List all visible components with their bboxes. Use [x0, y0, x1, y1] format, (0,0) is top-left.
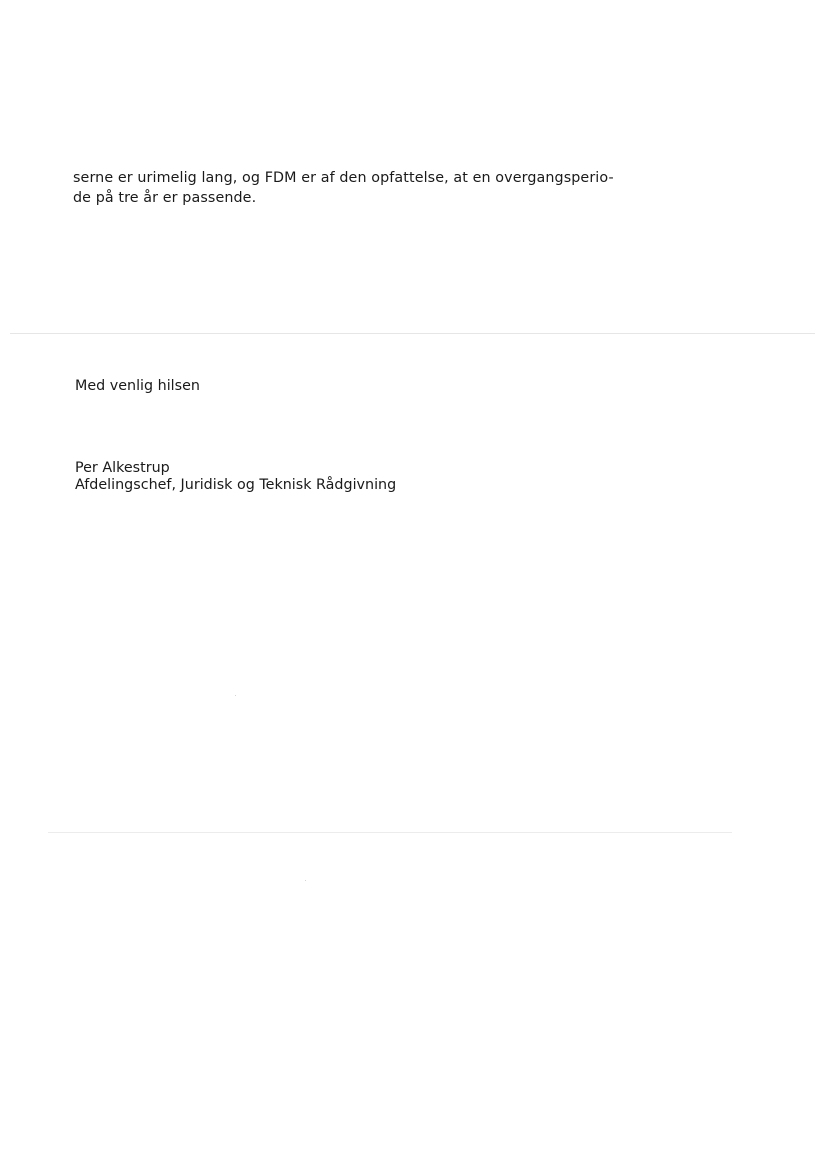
scan-speck: [305, 880, 306, 881]
scan-artifact-line: [10, 333, 815, 334]
signature-block: [75, 460, 396, 494]
scan-speck: [235, 695, 236, 696]
closing-greeting: Med venlig hilsen: [75, 378, 200, 394]
paragraph-line: de på tre år er passende.: [73, 190, 257, 206]
scan-artifact-line: [48, 832, 732, 833]
body-paragraph: [73, 168, 633, 208]
signer-title: Afdelingschef, Juridisk og Teknisk Rådgivning: [75, 477, 397, 493]
paragraph-line: serne er urimelig lang, og FDM er af den opfattelse, at en overgangsperio-: [73, 170, 614, 186]
signer-name: Per Alkestrup: [75, 460, 170, 476]
